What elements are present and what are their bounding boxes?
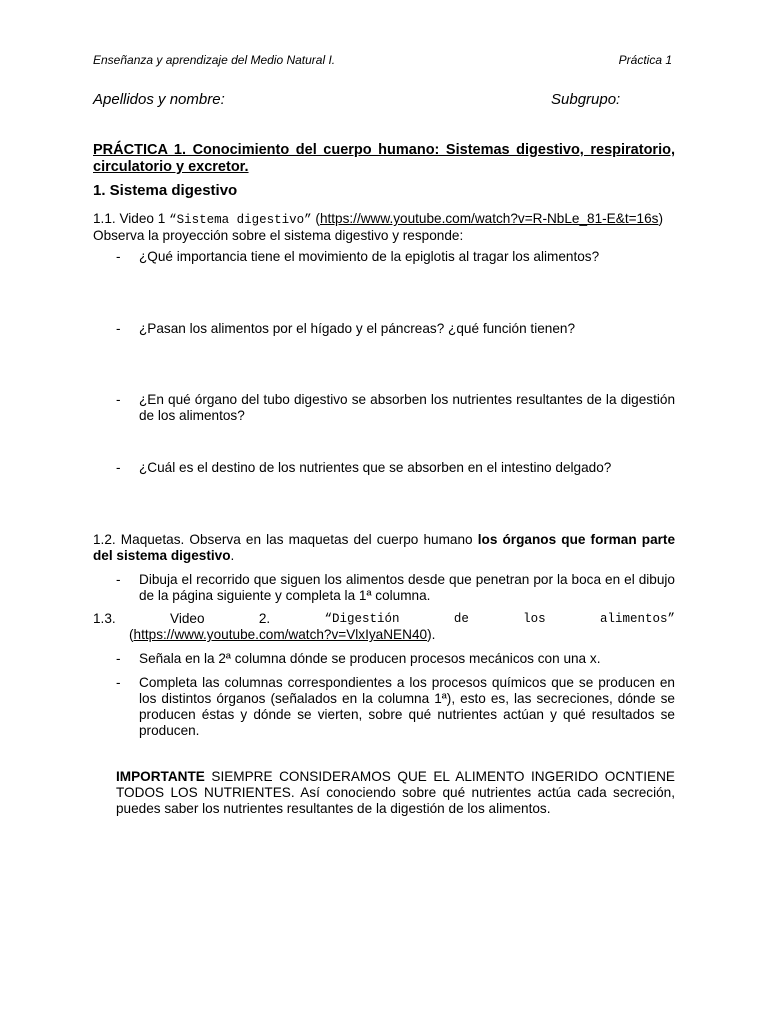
video1-instruction: Observa la proyección sobre el sistema digestivo y responde: bbox=[93, 228, 464, 243]
video2-title-word: de bbox=[453, 612, 469, 626]
video2-word: 1.3. bbox=[93, 611, 116, 626]
paren-open: ( bbox=[129, 627, 134, 642]
models-end: . bbox=[230, 548, 235, 563]
video1-link[interactable]: https://www.youtube.com/watch?v=R-NbLe_81-E&t=16s bbox=[319, 211, 659, 226]
important-text: SIEMPRE CONSIDERAMOS QUE EL ALIMENTO INGERIDO OCNTIENE TODOS LOS NUTRIENTES. Así conociendo sobre qué nutrientes actúa cada secreción, puedes saber los nutrientes resultantes de la digestión de los alimentos. bbox=[116, 769, 675, 816]
course-name: Enseñanza y aprendizaje del Medio Natural I. bbox=[93, 53, 336, 67]
models-text: 1.2. Maquetas. Observa en las maquetas del cuerpo humano bbox=[93, 532, 478, 547]
paren-close: ). bbox=[427, 627, 436, 642]
video2-word: 2. bbox=[258, 611, 271, 626]
section-heading: 1. Sistema digestivo bbox=[93, 182, 238, 199]
bullet-dash: - bbox=[116, 572, 121, 587]
page-title: PRÁCTICA 1. Conocimiento del cuerpo humano: Sistemas digestivo, respiratorio, circulatorio y excretor. bbox=[93, 142, 675, 175]
student-fields bbox=[93, 92, 675, 108]
subgroup-label: Subgrupo: bbox=[551, 91, 621, 108]
list-item-text: Completa las columnas correspondientes a los procesos químicos que se producen en los distintos órganos (señalados en la columna 1ª), esto es, las secreciones, dónde se producen éstas y dónde se vierten, sobre qué nutrientes actúan y qué resultados se producen. bbox=[139, 675, 675, 738]
name-label: Apellidos y nombre: bbox=[93, 91, 225, 108]
paren-close: ) bbox=[658, 211, 663, 226]
bullet-dash: - bbox=[116, 460, 121, 475]
question-text: ¿Qué importancia tiene el movimiento de la epiglotis al tragar los alimentos? bbox=[139, 249, 600, 264]
important-note bbox=[116, 769, 675, 817]
paren-open: ( bbox=[311, 211, 320, 226]
video2-link[interactable]: https://www.youtube.com/watch?v=VlxIyaNEN40 bbox=[133, 627, 428, 642]
bullet-dash: - bbox=[116, 249, 121, 264]
video2-title-word: “Digestión bbox=[324, 612, 400, 626]
practice-number: Práctica 1 bbox=[618, 53, 672, 67]
video1-title: “Sistema digestivo” bbox=[169, 213, 312, 227]
bullet-dash: - bbox=[116, 321, 121, 336]
video2-title-word: alimentos” bbox=[599, 612, 675, 626]
video2-word: Video bbox=[170, 611, 205, 626]
list-item-text: Dibuja el recorrido que siguen los alimentos desde que penetran por la boca en el dibujo de la página siguiente y completa la 1ª columna. bbox=[139, 572, 675, 603]
models-bold: los órganos que forman parte del sistema digestivo bbox=[93, 532, 676, 563]
question-text: ¿Pasan los alimentos por el hígado y el páncreas? ¿qué función tienen? bbox=[139, 321, 576, 336]
bullet-dash: - bbox=[116, 675, 121, 690]
video1-prefix: 1.1. Video 1 bbox=[93, 211, 170, 226]
list-item-text: Señala en la 2ª columna dónde se producen procesos mecánicos con una x. bbox=[139, 651, 601, 666]
video2-paragraph bbox=[93, 611, 675, 643]
important-label: IMPORTANTE bbox=[116, 769, 205, 784]
page-header bbox=[93, 52, 675, 68]
question-text: ¿Cuál es el destino de los nutrientes que se absorben en el intestino delgado? bbox=[139, 460, 612, 475]
video2-title-word: los bbox=[523, 612, 546, 626]
bullet-dash: - bbox=[116, 651, 121, 666]
models-paragraph bbox=[93, 532, 675, 564]
video1-paragraph bbox=[93, 211, 675, 244]
bullet-dash: - bbox=[116, 392, 121, 407]
question-text: ¿En qué órgano del tubo digestivo se absorben los nutrientes resultantes de la digestión de los alimentos? bbox=[139, 392, 675, 423]
